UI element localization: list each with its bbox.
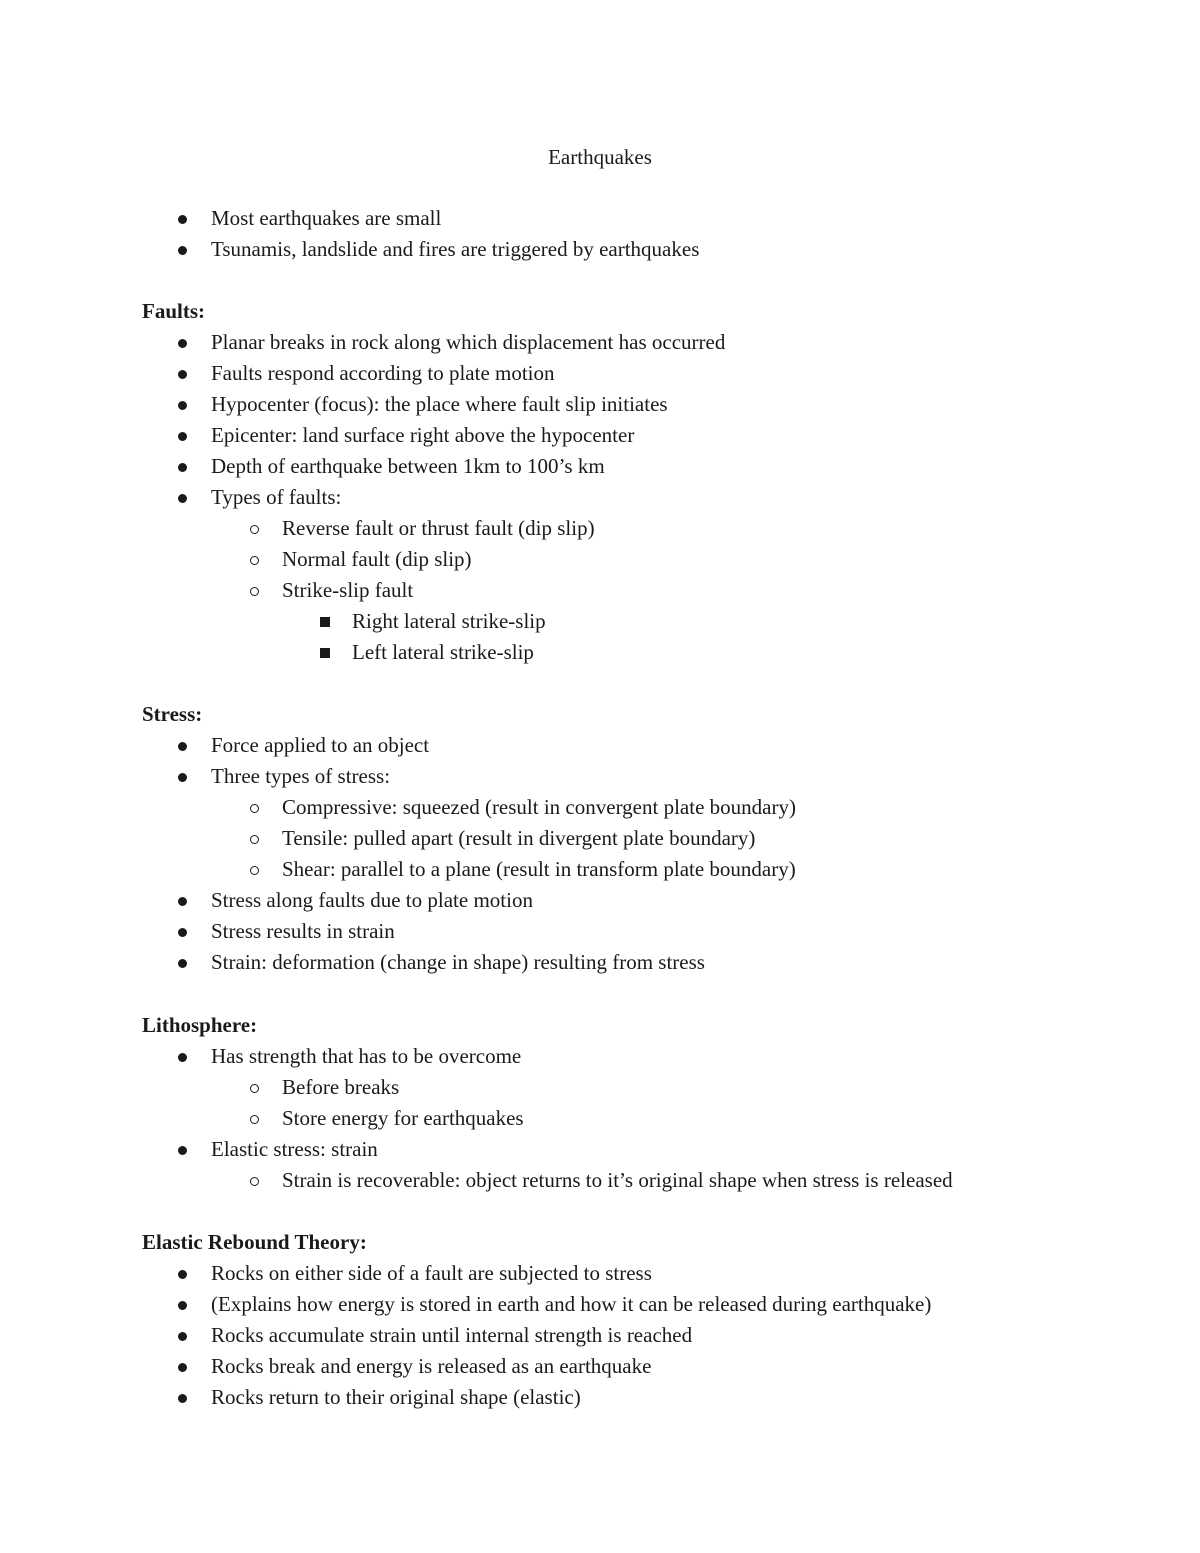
- list-item: Stress along faults due to plate motion: [211, 888, 533, 912]
- bullet-icon: [176, 1289, 196, 1320]
- hollow-bullet-icon: [248, 1103, 268, 1134]
- list-item: Force applied to an object: [211, 733, 430, 757]
- list-item: Stress results in strain: [211, 919, 395, 943]
- list-item: Strain: deformation (change in shape) resulting from stress: [211, 950, 705, 974]
- list-item: Rocks break and energy is released as an earthquake: [211, 1354, 652, 1378]
- sub-list-item: Shear: parallel to a plane (result in transform plate boundary): [282, 857, 796, 881]
- bullet-icon: [176, 482, 196, 513]
- sub-sub-list-item: Right lateral strike-slip: [352, 609, 546, 633]
- hollow-bullet-icon: [248, 575, 268, 606]
- list-item: Three types of stress:: [211, 764, 391, 788]
- sub-list-item: Strike-slip fault: [282, 578, 414, 602]
- bullet-icon: [176, 730, 196, 761]
- sub-list-item: Normal fault (dip slip): [282, 547, 472, 571]
- sub-list-item: Reverse fault or thrust fault (dip slip): [282, 516, 595, 540]
- sub-list-item: Store energy for earthquakes: [282, 1106, 524, 1130]
- list-item: Hypocenter (focus): the place where fault slip initiates: [211, 392, 668, 416]
- bullet-icon: [176, 761, 196, 792]
- sub-list-item: Before breaks: [282, 1075, 400, 1099]
- hollow-bullet-icon: [248, 544, 268, 575]
- hollow-bullet-icon: [248, 854, 268, 885]
- list-item: Planar breaks in rock along which displacement has occurred: [211, 330, 726, 354]
- list-item: Rocks accumulate strain until internal strength is reached: [211, 1323, 693, 1347]
- list-item: Faults respond according to plate motion: [211, 361, 555, 385]
- hollow-bullet-icon: [248, 1072, 268, 1103]
- list-item: Types of faults:: [211, 485, 342, 509]
- sub-list-item: Tensile: pulled apart (result in divergent plate boundary): [282, 826, 756, 850]
- section-heading-stress: Stress:: [142, 702, 203, 726]
- bullet-icon: [176, 1382, 196, 1413]
- square-bullet-icon: [318, 637, 338, 668]
- hollow-bullet-icon: [248, 823, 268, 854]
- bullet-icon: [176, 389, 196, 420]
- bullet-icon: [176, 1258, 196, 1289]
- sub-sub-list-item: Left lateral strike-slip: [352, 640, 534, 664]
- bullet-icon: [176, 947, 196, 978]
- section-heading-faults: Faults:: [142, 299, 205, 323]
- bullet-icon: [176, 234, 196, 265]
- list-item: (Explains how energy is stored in earth and how it can be released during earthquake): [211, 1292, 932, 1316]
- hollow-bullet-icon: [248, 1165, 268, 1196]
- bullet-icon: [176, 327, 196, 358]
- list-item: Rocks return to their original shape (elastic): [211, 1385, 581, 1409]
- list-item: Depth of earthquake between 1km to 100’s km: [211, 454, 605, 478]
- list-item: Has strength that has to be overcome: [211, 1044, 522, 1068]
- list-item: Elastic stress: strain: [211, 1137, 378, 1161]
- sub-list-item: Strain is recoverable: object returns to it’s original shape when stress is released: [282, 1168, 953, 1192]
- document-title: Earthquakes: [548, 145, 652, 169]
- bullet-icon: [176, 358, 196, 389]
- bullet-icon: [176, 885, 196, 916]
- sub-list-item: Compressive: squeezed (result in convergent plate boundary): [282, 795, 796, 819]
- bullet-icon: [176, 203, 196, 234]
- list-item: Epicenter: land surface right above the hypocenter: [211, 423, 635, 447]
- bullet-icon: [176, 1134, 196, 1165]
- hollow-bullet-icon: [248, 792, 268, 823]
- bullet-icon: [176, 451, 196, 482]
- list-item: Tsunamis, landslide and fires are triggered by earthquakes: [211, 237, 700, 261]
- list-item: Most earthquakes are small: [211, 206, 442, 230]
- square-bullet-icon: [318, 606, 338, 637]
- section-heading-lithosphere: Lithosphere:: [142, 1013, 258, 1037]
- section-heading-elastic-rebound: Elastic Rebound Theory:: [142, 1230, 367, 1254]
- bullet-icon: [176, 1041, 196, 1072]
- hollow-bullet-icon: [248, 513, 268, 544]
- list-item: Rocks on either side of a fault are subjected to stress: [211, 1261, 652, 1285]
- bullet-icon: [176, 420, 196, 451]
- bullet-icon: [176, 1351, 196, 1382]
- bullet-icon: [176, 916, 196, 947]
- bullet-icon: [176, 1320, 196, 1351]
